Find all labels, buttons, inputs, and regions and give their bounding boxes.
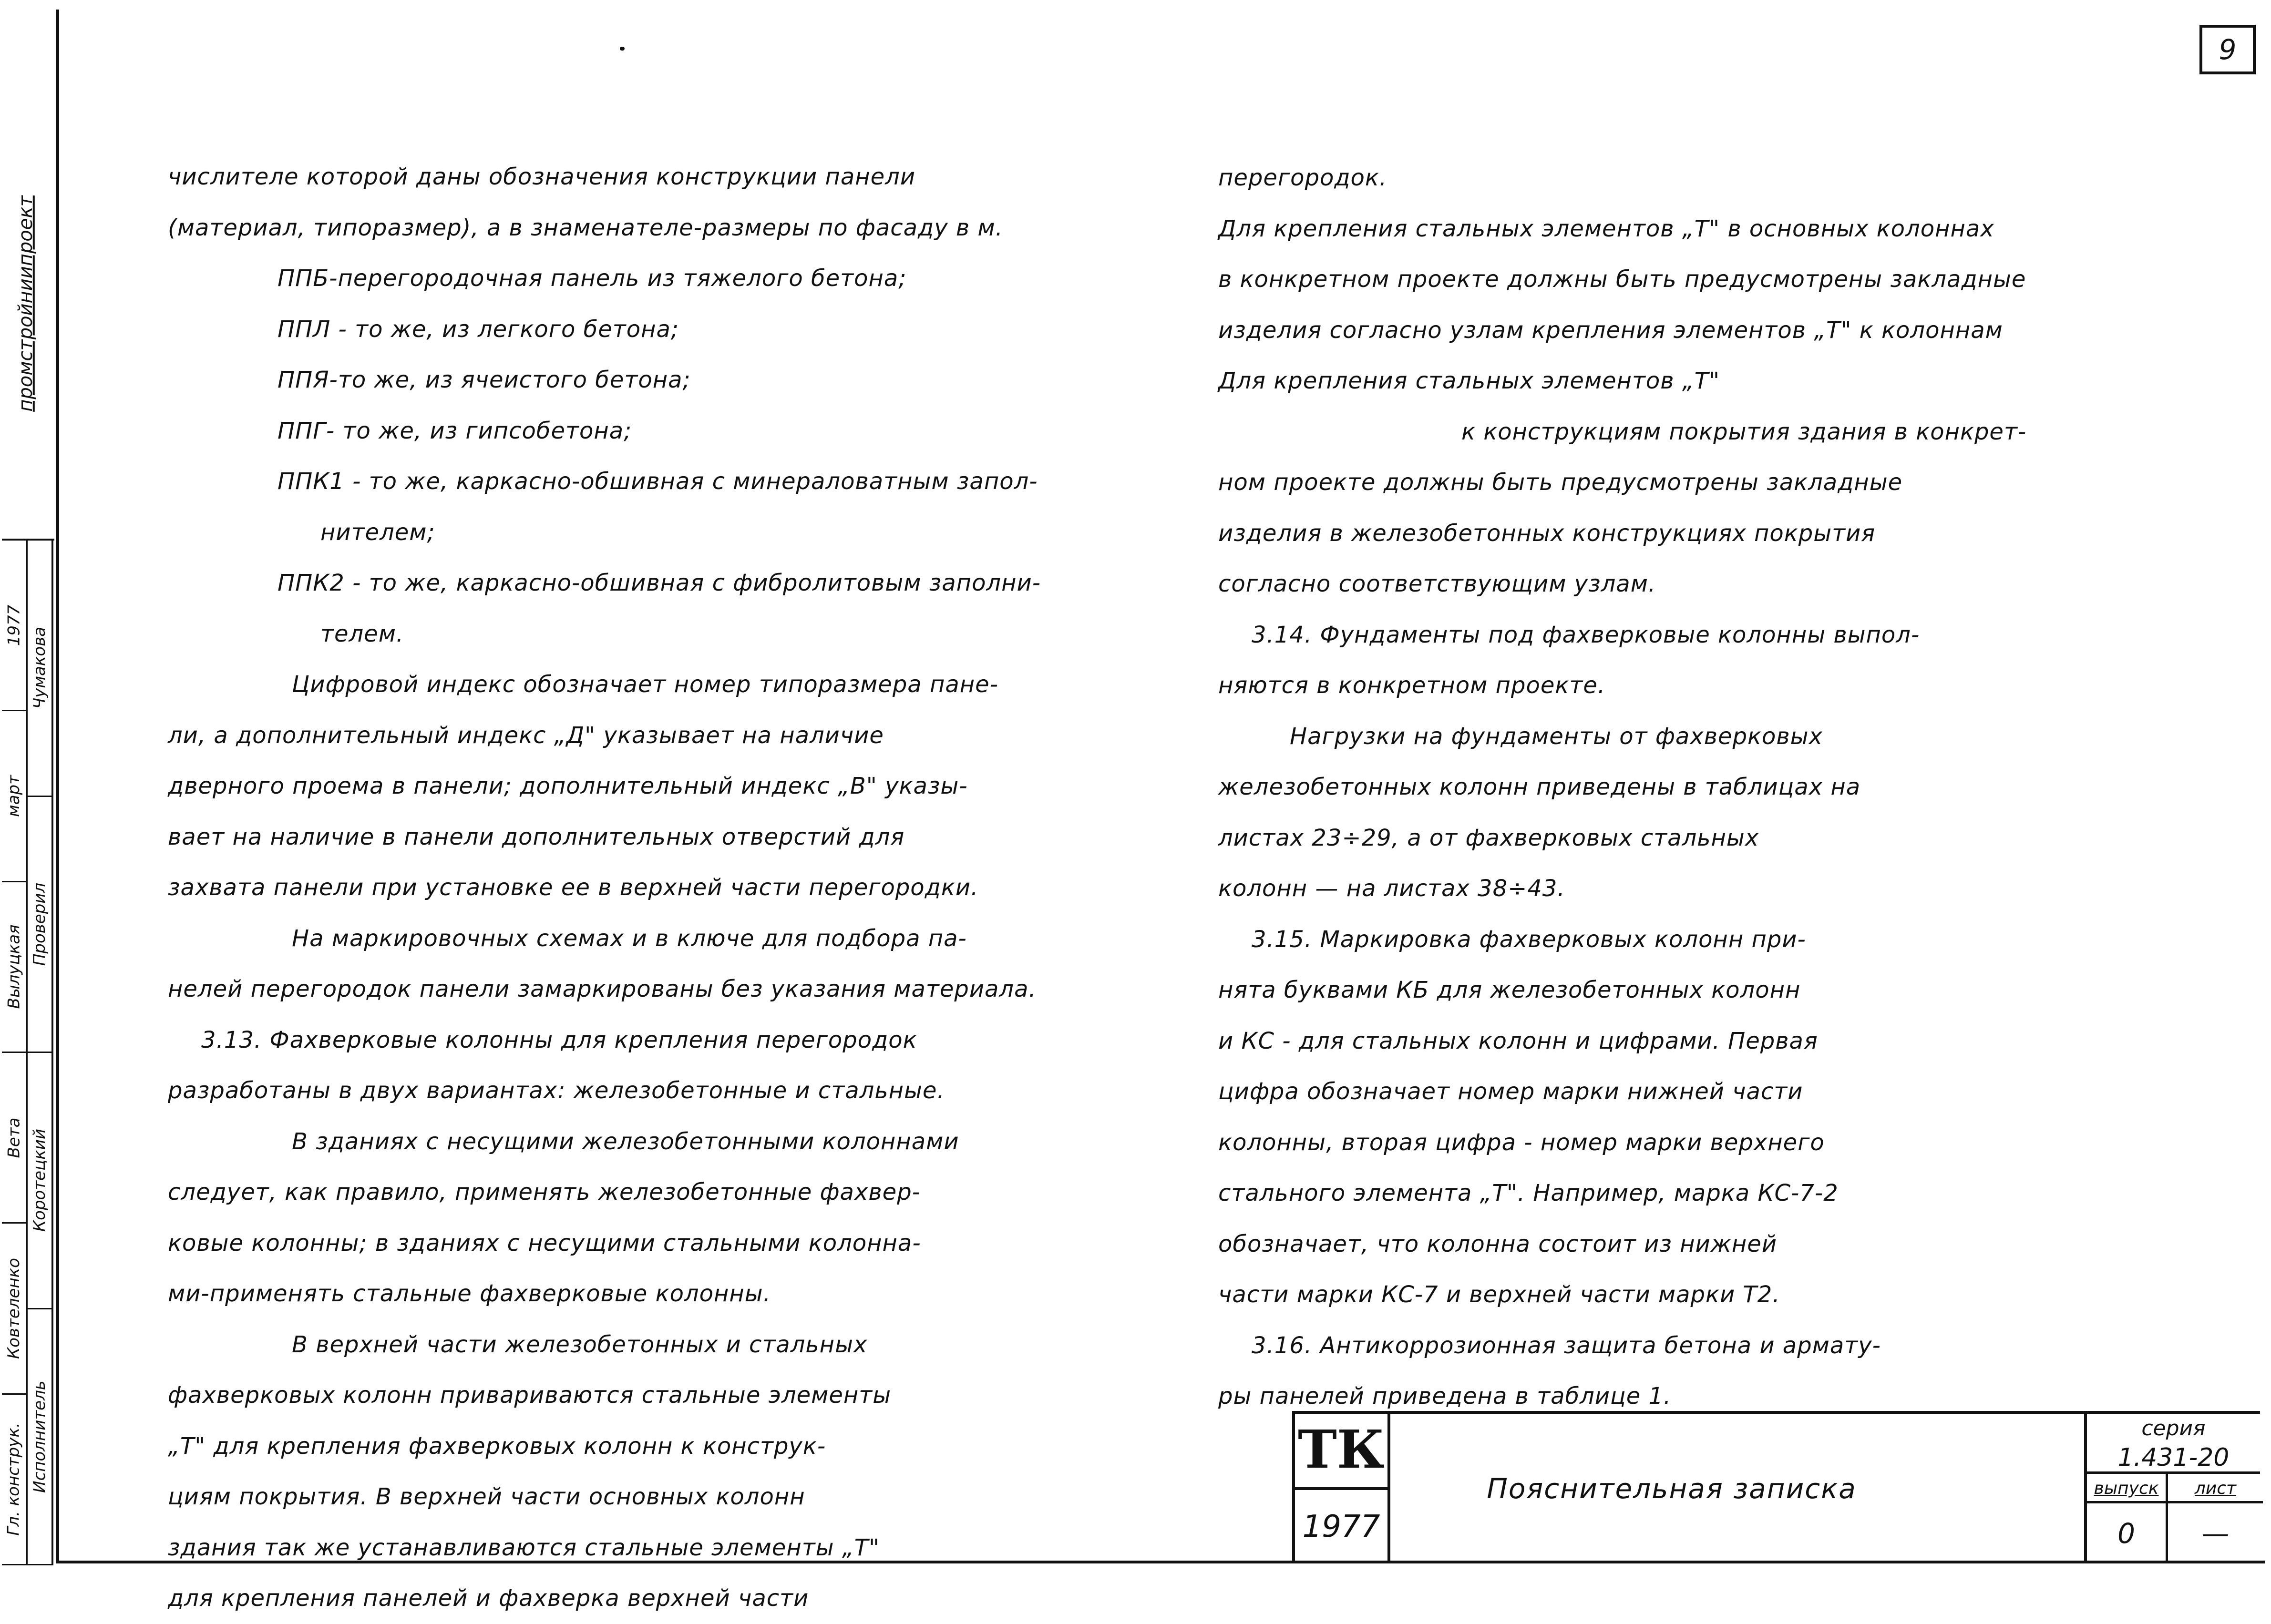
title-block-year: 1977 (1295, 1490, 1390, 1563)
stamp-column-2 (28, 541, 53, 1565)
text-line: разработаны в двух вариантах: железобетонные и стальные. (168, 1077, 945, 1104)
text-line: ППГ- то же, из гипсобетона; (277, 417, 632, 444)
text-line: Нагрузки на фундаменты от фахверковых (1290, 723, 1823, 750)
text-line: цифра обозначает номер марки нижней части (1218, 1078, 1803, 1105)
text-line: захвата панели при установке ее в верхней части перегородки. (168, 874, 979, 901)
stamp-cell: Проверил (28, 797, 51, 1053)
text-line: В зданиях с несущими железобетонными колоннами (292, 1128, 959, 1155)
approval-stamp (2, 539, 54, 1565)
text-line: железобетонных колонн приведены в таблицах на (1218, 774, 1861, 800)
text-line: и КС - для стальных колонн и цифрами. Первая (1218, 1027, 1818, 1054)
stamp-cell: Исполнитель (28, 1309, 51, 1566)
series-number: 1.431-20 (2087, 1443, 2260, 1474)
text-line: ППК1 - то же, каркасно-обшивная с минераловатным запол- (277, 468, 1038, 495)
series-label: серия (2141, 1416, 2206, 1440)
issue-label: выпуск (2087, 1474, 2168, 1503)
text-line: дверного проема в панели; дополнительный индекс „В" указы- (168, 773, 968, 799)
text-line: в конкретном проекте должны быть предусмотрены закладные (1218, 266, 2026, 293)
text-line: нелей перегородок панели замаркированы без указания материала. (168, 976, 1037, 1002)
text-line: колонны, вторая цифра - номер марки верхнего (1218, 1129, 1825, 1156)
text-line: 3.13. Фахверковые колонны для крепления перегородок (201, 1026, 917, 1053)
stamp-column-1 (2, 541, 28, 1565)
title-block (1292, 1411, 2260, 1563)
text-line: 3.14. Фундаменты под фахверковые колонны выпол- (1252, 621, 1920, 648)
text-line: колонн — на листах 38÷43. (1218, 875, 1565, 902)
organization-mark: ТК (1295, 1414, 1390, 1490)
text-line: телем. (320, 620, 404, 647)
text-line: няются в конкретном проекте. (1218, 672, 1606, 699)
ink-dot (620, 47, 625, 51)
text-line: листах 23÷29, а от фахверковых стальных (1218, 824, 1759, 851)
text-line: 3.16. Антикоррозионная защита бетона и армату- (1252, 1332, 1881, 1359)
text-line: ры панелей приведена в таблице 1. (1218, 1383, 1672, 1410)
text-line: здания так же устанавливаются стальные элементы „Т" (168, 1534, 880, 1561)
stamp-cell: март (2, 711, 26, 882)
text-line: стального элемента „Т". Например, марка КС-7-2 (1218, 1180, 1839, 1206)
text-line: к конструкциям покрытия здания в конкрет- (1461, 418, 2027, 445)
left-text-column (168, 152, 1169, 1624)
text-line: следует, как правило, применять железобетонные фахвер- (168, 1179, 921, 1205)
text-line: Для крепления стальных элементов „Т" в основных колоннах (1218, 215, 1994, 242)
text-line: для крепления панелей и фахверка верхней части (168, 1585, 809, 1612)
stamp-cell: Вета (2, 1053, 26, 1224)
stamp-cell: Вылуцкая (2, 882, 26, 1053)
text-line: изделия согласно узлам крепления элементов „Т" к колоннам (1218, 317, 2003, 344)
stamp-cell: Коротецкий (28, 1053, 51, 1309)
text-line: вает на наличие в панели дополнительных отверстий для (168, 823, 905, 850)
right-text-column (1218, 153, 2243, 1422)
text-line: ли, а дополнительный индекс „Д" указывает на наличие (168, 722, 884, 749)
series-block (2084, 1414, 2260, 1563)
page-number: 9 (2199, 25, 2256, 74)
text-line: числителе которой даны обозначения конструкции панели (168, 163, 916, 190)
sheet-label: лист (2168, 1474, 2263, 1503)
text-line: перегородок. (1218, 164, 1387, 191)
text-line: ППЛ - то же, из легкого бетона; (277, 316, 679, 343)
text-line: „Т" для крепления фахверковых колонн к конструк- (168, 1432, 826, 1460)
text-line: фахверковых колонн привариваются стальные элементы (168, 1382, 892, 1409)
text-line: На маркировочных схемах и в ключе для подбора па- (292, 925, 967, 952)
text-line: (материал, типоразмер), а в знаменателе-размеры по фасаду в м. (168, 214, 1003, 241)
text-line: циям покрытия. В верхней части основных колонн (168, 1483, 805, 1510)
text-line: части марки КС-7 и верхней части марки Т2. (1218, 1281, 1780, 1308)
stamp-cell: Чумакова (28, 541, 51, 797)
text-line: обозначает, что колонна состоит из нижней (1218, 1230, 1778, 1257)
text-line: изделия в железобетонных конструкциях покрытия (1218, 520, 1876, 547)
stamp-cell: Ковтеленко (2, 1224, 26, 1394)
stamp-cell: 1977 (2, 541, 26, 711)
text-line: ППК2 - то же, каркасно-обшивная с фибролитовым заполни- (277, 570, 1041, 596)
side-organization-label: промстройниипроект (15, 195, 37, 412)
text-line: нята буквами КБ для железобетонных колонн (1218, 977, 1801, 1003)
text-line: нителем; (320, 519, 435, 546)
document-title: Пояснительная записка (1487, 1472, 1857, 1505)
stamp-cell: Гл. конструк. (2, 1395, 26, 1565)
sheet-value: — (2201, 1517, 2230, 1550)
text-line: ном проекте должны быть предусмотрены закладные (1218, 469, 1903, 496)
text-line: ППЯ-то же, из ячеистого бетона; (277, 367, 691, 393)
text-line: Цифровой индекс обозначает номер типоразмера пане- (292, 671, 999, 698)
text-line: В верхней части железобетонных и стальных (292, 1331, 868, 1358)
text-line: Для крепления стальных элементов „Т" (1218, 368, 1720, 394)
text-line: ми-применять стальные фахверковые колонны. (168, 1280, 771, 1307)
side-organization (2, 120, 50, 487)
text-line: согласно соответствующим узлам. (1218, 571, 1656, 597)
text-line: ковые колонны; в зданиях с несущими стальными колонна- (168, 1229, 921, 1256)
text-line: 3.15. Маркировка фахверковых колонн при- (1252, 926, 1806, 953)
text-line: ППБ-перегородочная панель из тяжелого бетона; (277, 265, 907, 292)
issue-value: 0 (2087, 1503, 2168, 1563)
